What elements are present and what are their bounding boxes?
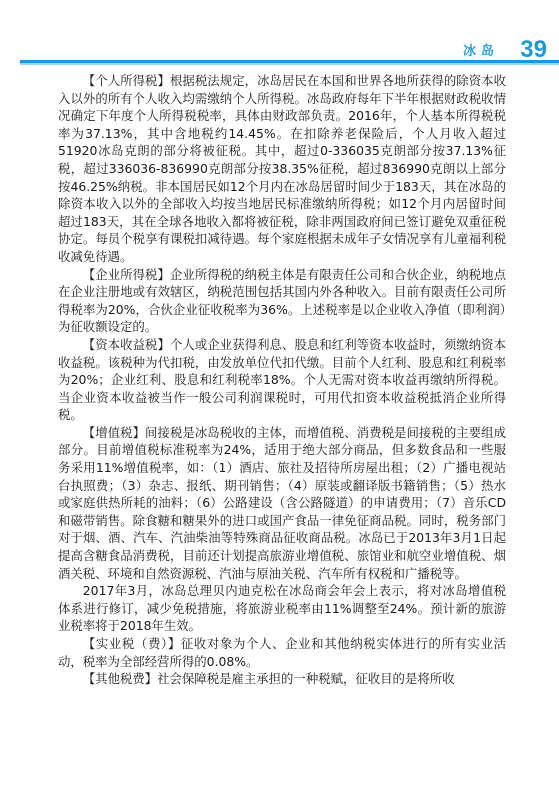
- header-rule: [20, 60, 559, 65]
- section-label: 【增值税】: [82, 424, 146, 440]
- section-label: 【个人所得税】: [82, 73, 170, 88]
- paragraph-text: 企业所得税的纳税主体是有限责任公司和合伙企业，纳税地点在企业注册地或有效辖区，纳税范围包括其国内外各种收入。目前有限责任公司所得税率为20%，合伙企业征收税率为36%。上述税率是以企业收入净值（即利润）为征收额设定的。: [58, 266, 507, 335]
- paragraph-personal-income-tax: [58, 72, 506, 266]
- paragraph-vat-reform: [58, 582, 506, 635]
- paragraph-vat: [58, 424, 506, 582]
- paragraph-capital-gains-tax: [58, 336, 506, 424]
- paragraph-business-tax: [58, 635, 506, 670]
- paragraph-text: 根据税法规定，冰岛居民在本国和世界各地所获得的除资本收入以外的所有个人收入均需缴纳个人所得税。冰岛政府每年下半年根据财政税收情况确定下年度个人所得税税率，具体由财政部负责。2016年，个人基本所得税税率为37.13%，其中含地税约14.45%。在扣除养老保险后，个人月收入超过51920冰岛克朗的部分将被征税。其中，超过0-336035克朗部分按37.13%征税，超过336036-836990克朗部分按38.35%征税，超过836990克朗以上部分按46.25%纳税。非本国居民如12个月内在冰岛居留时间少于183天，其在冰岛的除资本收入以外的全部收入均按当地居民标准缴纳所得税；如12个月内居留时间超过183天，其在全球各地收入都将被征税，除非两国政府间已签订避免双重征税协定。每员个税享有课税扣减待遇。每个家庭根据未成年子女情况享有儿童福利税收减免待遇。: [58, 73, 507, 264]
- paragraph-other-taxes: [58, 670, 506, 688]
- page-number: 39: [520, 36, 547, 63]
- section-label: 【企业所得税】: [82, 266, 170, 282]
- paragraph-text: 征收对象为个人、企业和其他纳税实体进行的所有实业活动，税率为全部经营所得的0.08%。: [58, 636, 506, 669]
- paragraph-text: 间接税是冰岛税收的主体，而增值税、消费税是间接税的主要组成部分。目前增值税标准税率为24%，适用于绝大部分商品，但多数食品和一些服务采用11%增值税率，如：（1）酒店、旅社及招待所房屋出租；（2）广播电视站台执照费；（3）杂志、报纸、期刊销售；（4）原装或翻译版书籍销售；（5）热水或家庭供热所耗的油料；（6）公路建设（含公路隧道）的申请费用；（7）音乐CD和磁带销售。除食糖和糖果外的进口或国产食品一律免征商品税。同时，税务部门对于烟、酒、汽车、汽油柴油等特殊商品征收商品税。冰岛已于2013年3月1日起提高含糖食品消费税，目前还计划提高旅游业增值税、旅馆业和航空业增值税、烟酒关税、环境和自然资源税、汽油与原油关税、汽车所有权税和广播税等。: [58, 424, 507, 581]
- section-label: 【其他税费】: [82, 671, 158, 687]
- body-text: [58, 72, 506, 688]
- running-header-title: 冰岛: [462, 44, 499, 59]
- paragraph-corporate-income-tax: [58, 266, 506, 336]
- paragraph-text: 2017年3月，冰岛总理贝内迪克松在冰岛商会年会上表示，将对冰岛增值税体系进行修订，减少免税措施，将旅游业税率由11%调整至24%。预计新的旅游业税率将于2018年生效。: [58, 583, 506, 634]
- paragraph-text: 个人或企业获得利息、股息和红利等资本收益时，须缴纳资本收益税。该税种为代扣税，由发放单位代扣代缴。目前个人红利、股息和红利税率为20%；企业红利、股息和红利税率18%。个人无需对资本收益再缴纳所得税。当企业资本收益被当作一般公司利润课税时，可用代扣资本收益税抵消企业所得税。: [58, 336, 507, 423]
- paragraph-text: 社会保障税是雇主承担的一种税赋，征收目的是将所收: [157, 671, 455, 687]
- section-label: 【资本收益税】: [82, 336, 170, 352]
- section-label: 【实业税（费）】: [82, 636, 181, 651]
